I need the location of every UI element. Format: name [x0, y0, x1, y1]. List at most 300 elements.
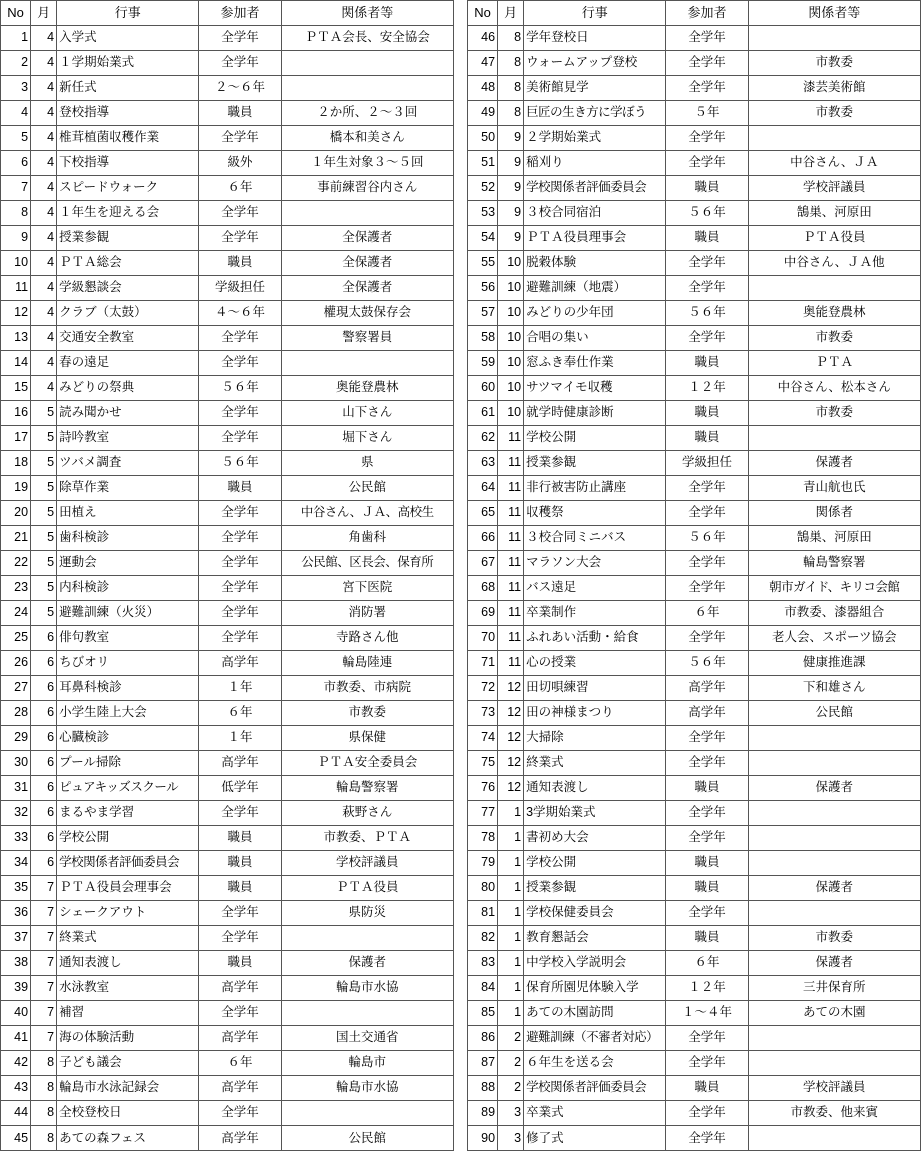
cell-no: 72 [468, 675, 498, 700]
cell-month: 5 [31, 575, 57, 600]
cell-related: 公民館 [281, 475, 453, 500]
cell-no: 34 [1, 850, 31, 875]
cell-related: 市教委、市病院 [281, 675, 453, 700]
cell-no: 2 [1, 50, 31, 75]
cell-no: 7 [1, 175, 31, 200]
cell-participants: 全学年 [666, 50, 748, 75]
cell-participants: 全学年 [199, 400, 281, 425]
cell-month: 11 [498, 575, 524, 600]
cell-no: 6 [1, 150, 31, 175]
cell-no: 40 [1, 1000, 31, 1025]
cell-event: 終業式 [57, 925, 199, 950]
cell-no: 36 [1, 900, 31, 925]
table-row [468, 250, 921, 275]
cell-participants: １２年 [666, 975, 748, 1000]
cell-participants: 職員 [199, 850, 281, 875]
cell-related: 国土交通省 [281, 1025, 453, 1050]
cell-participants: 学級担任 [199, 275, 281, 300]
cell-related [748, 800, 920, 825]
cell-month: 4 [31, 300, 57, 325]
cell-related: 輪島市 [281, 1050, 453, 1075]
cell-month: 12 [498, 750, 524, 775]
cell-related [748, 125, 920, 150]
cell-no: 1 [1, 25, 31, 50]
cell-related: 權現太鼓保存会 [281, 300, 453, 325]
cell-participants: 全学年 [199, 125, 281, 150]
cell-participants: 職員 [666, 775, 748, 800]
cell-participants: 全学年 [666, 150, 748, 175]
cell-event: 就学時健康診断 [524, 400, 666, 425]
cell-related [281, 1100, 453, 1125]
cell-no: 84 [468, 975, 498, 1000]
cell-month: 12 [498, 725, 524, 750]
cell-related: 輪島警察署 [281, 775, 453, 800]
table-row [468, 300, 921, 325]
table-row [468, 500, 921, 525]
cell-no: 10 [1, 250, 31, 275]
cell-participants: 全学年 [666, 1100, 748, 1125]
table-head-right [468, 1, 921, 26]
cell-participants: 全学年 [666, 725, 748, 750]
column-header-no: No [1, 1, 31, 26]
table-row [468, 75, 921, 100]
table-row [468, 600, 921, 625]
cell-related: 青山航也氏 [748, 475, 920, 500]
cell-participants: 全学年 [199, 1100, 281, 1125]
cell-month: 11 [498, 450, 524, 475]
table-row [468, 775, 921, 800]
cell-no: 44 [1, 1100, 31, 1125]
cell-participants: 全学年 [666, 550, 748, 575]
cell-month: 4 [31, 100, 57, 125]
cell-month: 5 [31, 400, 57, 425]
table-row [468, 750, 921, 775]
cell-event: ３校合同宿泊 [524, 200, 666, 225]
cell-month: 6 [31, 825, 57, 850]
cell-no: 51 [468, 150, 498, 175]
cell-no: 38 [1, 950, 31, 975]
cell-related: ＰＴＡ [748, 350, 920, 375]
cell-related: 堀下さん [281, 425, 453, 450]
cell-month: 10 [498, 250, 524, 275]
table-row [468, 1075, 921, 1100]
table-row [468, 475, 921, 500]
table-row [468, 1050, 921, 1075]
cell-participants: 全学年 [666, 575, 748, 600]
cell-no: 49 [468, 100, 498, 125]
cell-related: 保護者 [748, 450, 920, 475]
table-row [1, 350, 454, 375]
cell-event: あての森フェス [57, 1125, 199, 1150]
cell-event: 下校指導 [57, 150, 199, 175]
cell-participants: ６年 [666, 950, 748, 975]
cell-no: 42 [1, 1050, 31, 1075]
cell-event: まるやま学習 [57, 800, 199, 825]
cell-participants: ５６年 [666, 300, 748, 325]
cell-month: 11 [498, 600, 524, 625]
cell-participants: 職員 [666, 875, 748, 900]
cell-related: 市教委 [748, 400, 920, 425]
cell-month: 12 [498, 700, 524, 725]
table-row [468, 25, 921, 50]
cell-related: 学校評議員 [748, 1075, 920, 1100]
cell-no: 66 [468, 525, 498, 550]
cell-participants: 全学年 [666, 125, 748, 150]
table-row [1, 225, 454, 250]
cell-participants: 低学年 [199, 775, 281, 800]
table-row [468, 175, 921, 200]
cell-related: 老人会、スポーツ協会 [748, 625, 920, 650]
cell-no: 4 [1, 100, 31, 125]
cell-no: 30 [1, 750, 31, 775]
cell-related [281, 200, 453, 225]
cell-event: 海の体験活動 [57, 1025, 199, 1050]
table-row [1, 475, 454, 500]
cell-participants: ５６年 [199, 450, 281, 475]
cell-related: 三井保育所 [748, 975, 920, 1000]
cell-participants: 全学年 [199, 50, 281, 75]
table-row [468, 650, 921, 675]
cell-event: ウォームアップ登校 [524, 50, 666, 75]
cell-related [281, 75, 453, 100]
table-row [1, 325, 454, 350]
cell-event: 非行被害防止講座 [524, 475, 666, 500]
cell-participants: 高学年 [666, 700, 748, 725]
cell-event: 運動会 [57, 550, 199, 575]
cell-related: 健康推進課 [748, 650, 920, 675]
cell-related: 鵠巣、河原田 [748, 525, 920, 550]
table-body-left [1, 25, 454, 1150]
cell-month: 6 [31, 850, 57, 875]
cell-event: 除草作業 [57, 475, 199, 500]
cell-event: 3学期始業式 [524, 800, 666, 825]
cell-participants: １年 [199, 675, 281, 700]
cell-month: 10 [498, 325, 524, 350]
table-row [468, 275, 921, 300]
cell-related: 公民館 [748, 700, 920, 725]
cell-no: 60 [468, 375, 498, 400]
cell-month: 10 [498, 275, 524, 300]
cell-event: 学校関係者評価委員会 [57, 850, 199, 875]
cell-participants: 全学年 [666, 25, 748, 50]
cell-event: 内科検診 [57, 575, 199, 600]
cell-no: 41 [1, 1025, 31, 1050]
cell-participants: 職員 [666, 225, 748, 250]
column-header-event: 行事 [524, 1, 666, 26]
cell-participants: 職員 [199, 825, 281, 850]
cell-participants: 高学年 [666, 675, 748, 700]
cell-no: 20 [1, 500, 31, 525]
cell-month: 7 [31, 900, 57, 925]
table-row [1, 600, 454, 625]
cell-related: ＰＴＡ役員 [281, 875, 453, 900]
cell-no: 23 [1, 575, 31, 600]
cell-event: 歯科検診 [57, 525, 199, 550]
cell-related: 市教委 [748, 325, 920, 350]
cell-no: 55 [468, 250, 498, 275]
cell-month: 5 [31, 600, 57, 625]
cell-participants: １～４年 [666, 1000, 748, 1025]
cell-related [748, 900, 920, 925]
cell-month: 1 [498, 900, 524, 925]
cell-no: 26 [1, 650, 31, 675]
cell-related: 学校評議員 [281, 850, 453, 875]
cell-participants: 全学年 [199, 1000, 281, 1025]
cell-event: 学校公開 [524, 425, 666, 450]
cell-event: 心臓検診 [57, 725, 199, 750]
table-body-right [468, 25, 921, 1150]
cell-month: 5 [31, 425, 57, 450]
cell-event: 避難訓練（地震） [524, 275, 666, 300]
cell-event: 収穫祭 [524, 500, 666, 525]
table-row [1, 275, 454, 300]
table-row [1, 400, 454, 425]
cell-month: 9 [498, 125, 524, 150]
table-row [1, 750, 454, 775]
cell-month: 4 [31, 150, 57, 175]
cell-event: あての木園訪問 [524, 1000, 666, 1025]
cell-related: 全保護者 [281, 225, 453, 250]
cell-related: ＰＴＡ安全委員会 [281, 750, 453, 775]
table-row [468, 550, 921, 575]
cell-participants: ６年 [199, 700, 281, 725]
cell-month: 11 [498, 500, 524, 525]
cell-event: 椎茸植菌収穫作業 [57, 125, 199, 150]
table-row [1, 1075, 454, 1100]
cell-month: 8 [498, 100, 524, 125]
cell-participants: ６年 [199, 175, 281, 200]
table-row [468, 625, 921, 650]
cell-month: 8 [31, 1050, 57, 1075]
cell-event: 授業参観 [524, 875, 666, 900]
cell-related: 市教委、漆器組合 [748, 600, 920, 625]
cell-event: 授業参観 [524, 450, 666, 475]
cell-month: 8 [31, 1100, 57, 1125]
cell-event: 心の授業 [524, 650, 666, 675]
table-row [468, 1125, 921, 1150]
schedule-table-right [467, 0, 921, 1151]
cell-participants: 全学年 [199, 575, 281, 600]
table-row [468, 375, 921, 400]
cell-month: 6 [31, 775, 57, 800]
column-header-month: 月 [31, 1, 57, 26]
cell-month: 4 [31, 75, 57, 100]
cell-event: 避難訓練（火災） [57, 600, 199, 625]
cell-related: 奥能登農林 [281, 375, 453, 400]
cell-no: 80 [468, 875, 498, 900]
cell-participants: ５６年 [666, 650, 748, 675]
cell-event: ６年生を送る会 [524, 1050, 666, 1075]
cell-event: １年生を迎える会 [57, 200, 199, 225]
cell-event: 小学生陸上大会 [57, 700, 199, 725]
cell-no: 13 [1, 325, 31, 350]
cell-participants: 職員 [666, 400, 748, 425]
cell-related: 萩野さん [281, 800, 453, 825]
column-header-related: 関係者等 [281, 1, 453, 26]
cell-no: 75 [468, 750, 498, 775]
cell-related [748, 1025, 920, 1050]
cell-event: 書初め大会 [524, 825, 666, 850]
table-row [1, 875, 454, 900]
cell-no: 71 [468, 650, 498, 675]
cell-event: 学校公開 [57, 825, 199, 850]
cell-related: あての木園 [748, 1000, 920, 1025]
cell-participants: 高学年 [199, 750, 281, 775]
cell-event: 通知表渡し [524, 775, 666, 800]
cell-participants: １２年 [666, 375, 748, 400]
cell-event: シェークアウト [57, 900, 199, 925]
cell-participants: 職員 [199, 475, 281, 500]
table-row [468, 225, 921, 250]
cell-related [281, 350, 453, 375]
cell-event: 補習 [57, 1000, 199, 1025]
cell-related: 中谷さん、ＪＡ他 [748, 250, 920, 275]
cell-related: 宮下医院 [281, 575, 453, 600]
cell-participants: 全学年 [666, 900, 748, 925]
cell-related: 市教委、ＰＴＡ [281, 825, 453, 850]
cell-no: 61 [468, 400, 498, 425]
table-row [468, 850, 921, 875]
table-row [1, 550, 454, 575]
cell-no: 12 [1, 300, 31, 325]
table-row [1, 650, 454, 675]
cell-month: 1 [498, 1000, 524, 1025]
cell-related: 鵠巣、河原田 [748, 200, 920, 225]
cell-month: 6 [31, 625, 57, 650]
cell-month: 1 [498, 950, 524, 975]
cell-related [748, 25, 920, 50]
cell-participants: 高学年 [199, 975, 281, 1000]
cell-participants: ５６年 [666, 525, 748, 550]
cell-event: 終業式 [524, 750, 666, 775]
cell-event: 田切唄練習 [524, 675, 666, 700]
cell-month: 6 [31, 700, 57, 725]
cell-event: 入学式 [57, 25, 199, 50]
cell-event: 俳句教室 [57, 625, 199, 650]
cell-related: 公民館 [281, 1125, 453, 1150]
table-row [1, 800, 454, 825]
cell-event: マラソン大会 [524, 550, 666, 575]
cell-event: 脱穀体験 [524, 250, 666, 275]
table-row [468, 700, 921, 725]
cell-participants: ４～６年 [199, 300, 281, 325]
cell-no: 57 [468, 300, 498, 325]
cell-participants: 職員 [199, 950, 281, 975]
table-row [1, 725, 454, 750]
cell-related: 保護者 [748, 875, 920, 900]
table-row [1, 250, 454, 275]
cell-no: 86 [468, 1025, 498, 1050]
cell-month: 6 [31, 725, 57, 750]
cell-no: 58 [468, 325, 498, 350]
table-row [468, 725, 921, 750]
table-row [468, 800, 921, 825]
column-header-participants: 参加者 [666, 1, 748, 26]
cell-related: 県 [281, 450, 453, 475]
cell-no: 31 [1, 775, 31, 800]
cell-month: 7 [31, 1025, 57, 1050]
cell-no: 81 [468, 900, 498, 925]
cell-no: 18 [1, 450, 31, 475]
cell-month: 5 [31, 550, 57, 575]
cell-event: ＰＴＡ役員会理事会 [57, 875, 199, 900]
cell-participants: 高学年 [199, 1125, 281, 1150]
cell-no: 68 [468, 575, 498, 600]
cell-event: 修了式 [524, 1125, 666, 1150]
cell-event: ３校合同ミニバス [524, 525, 666, 550]
cell-no: 9 [1, 225, 31, 250]
table-row [1, 625, 454, 650]
cell-month: 8 [31, 1125, 57, 1150]
table-row [1, 775, 454, 800]
table-row [468, 675, 921, 700]
cell-event: 田植え [57, 500, 199, 525]
cell-participants: 全学年 [199, 900, 281, 925]
cell-related: 県防災 [281, 900, 453, 925]
cell-event: 学校関係者評価委員会 [524, 1075, 666, 1100]
cell-no: 89 [468, 1100, 498, 1125]
cell-related: 中谷さん、ＪＡ、高校生 [281, 500, 453, 525]
cell-related [281, 1000, 453, 1025]
table-row [1, 50, 454, 75]
cell-event: 中学校入学説明会 [524, 950, 666, 975]
cell-no: 79 [468, 850, 498, 875]
cell-participants: １年 [199, 725, 281, 750]
cell-related [748, 750, 920, 775]
cell-event: 田の神様まつり [524, 700, 666, 725]
cell-related: 消防署 [281, 600, 453, 625]
table-row [468, 900, 921, 925]
table-row [1, 25, 454, 50]
table-row [1, 700, 454, 725]
table-row [1, 1050, 454, 1075]
cell-month: 3 [498, 1125, 524, 1150]
cell-participants: 職員 [199, 100, 281, 125]
cell-participants: 全学年 [199, 25, 281, 50]
cell-event: 授業参観 [57, 225, 199, 250]
cell-event: 学校公開 [524, 850, 666, 875]
table-row [468, 150, 921, 175]
cell-participants: 全学年 [199, 225, 281, 250]
cell-month: 12 [498, 675, 524, 700]
cell-related: 全保護者 [281, 275, 453, 300]
cell-month: 11 [498, 650, 524, 675]
cell-no: 45 [1, 1125, 31, 1150]
table-row [468, 525, 921, 550]
cell-month: 7 [31, 975, 57, 1000]
table-row [468, 50, 921, 75]
cell-event: 耳鼻科検診 [57, 675, 199, 700]
cell-no: 22 [1, 550, 31, 575]
cell-participants: 全学年 [199, 200, 281, 225]
cell-month: 11 [498, 475, 524, 500]
cell-related: 公民館、区長会、保育所 [281, 550, 453, 575]
cell-month: 9 [498, 150, 524, 175]
cell-no: 14 [1, 350, 31, 375]
cell-related [281, 925, 453, 950]
table-row [1, 900, 454, 925]
cell-participants: ６年 [666, 600, 748, 625]
cell-participants: 全学年 [199, 625, 281, 650]
table-row [468, 200, 921, 225]
cell-no: 73 [468, 700, 498, 725]
cell-participants: 全学年 [199, 525, 281, 550]
cell-month: 9 [498, 175, 524, 200]
cell-participants: 職員 [666, 1075, 748, 1100]
table-row [468, 425, 921, 450]
cell-participants: 級外 [199, 150, 281, 175]
cell-related [748, 725, 920, 750]
